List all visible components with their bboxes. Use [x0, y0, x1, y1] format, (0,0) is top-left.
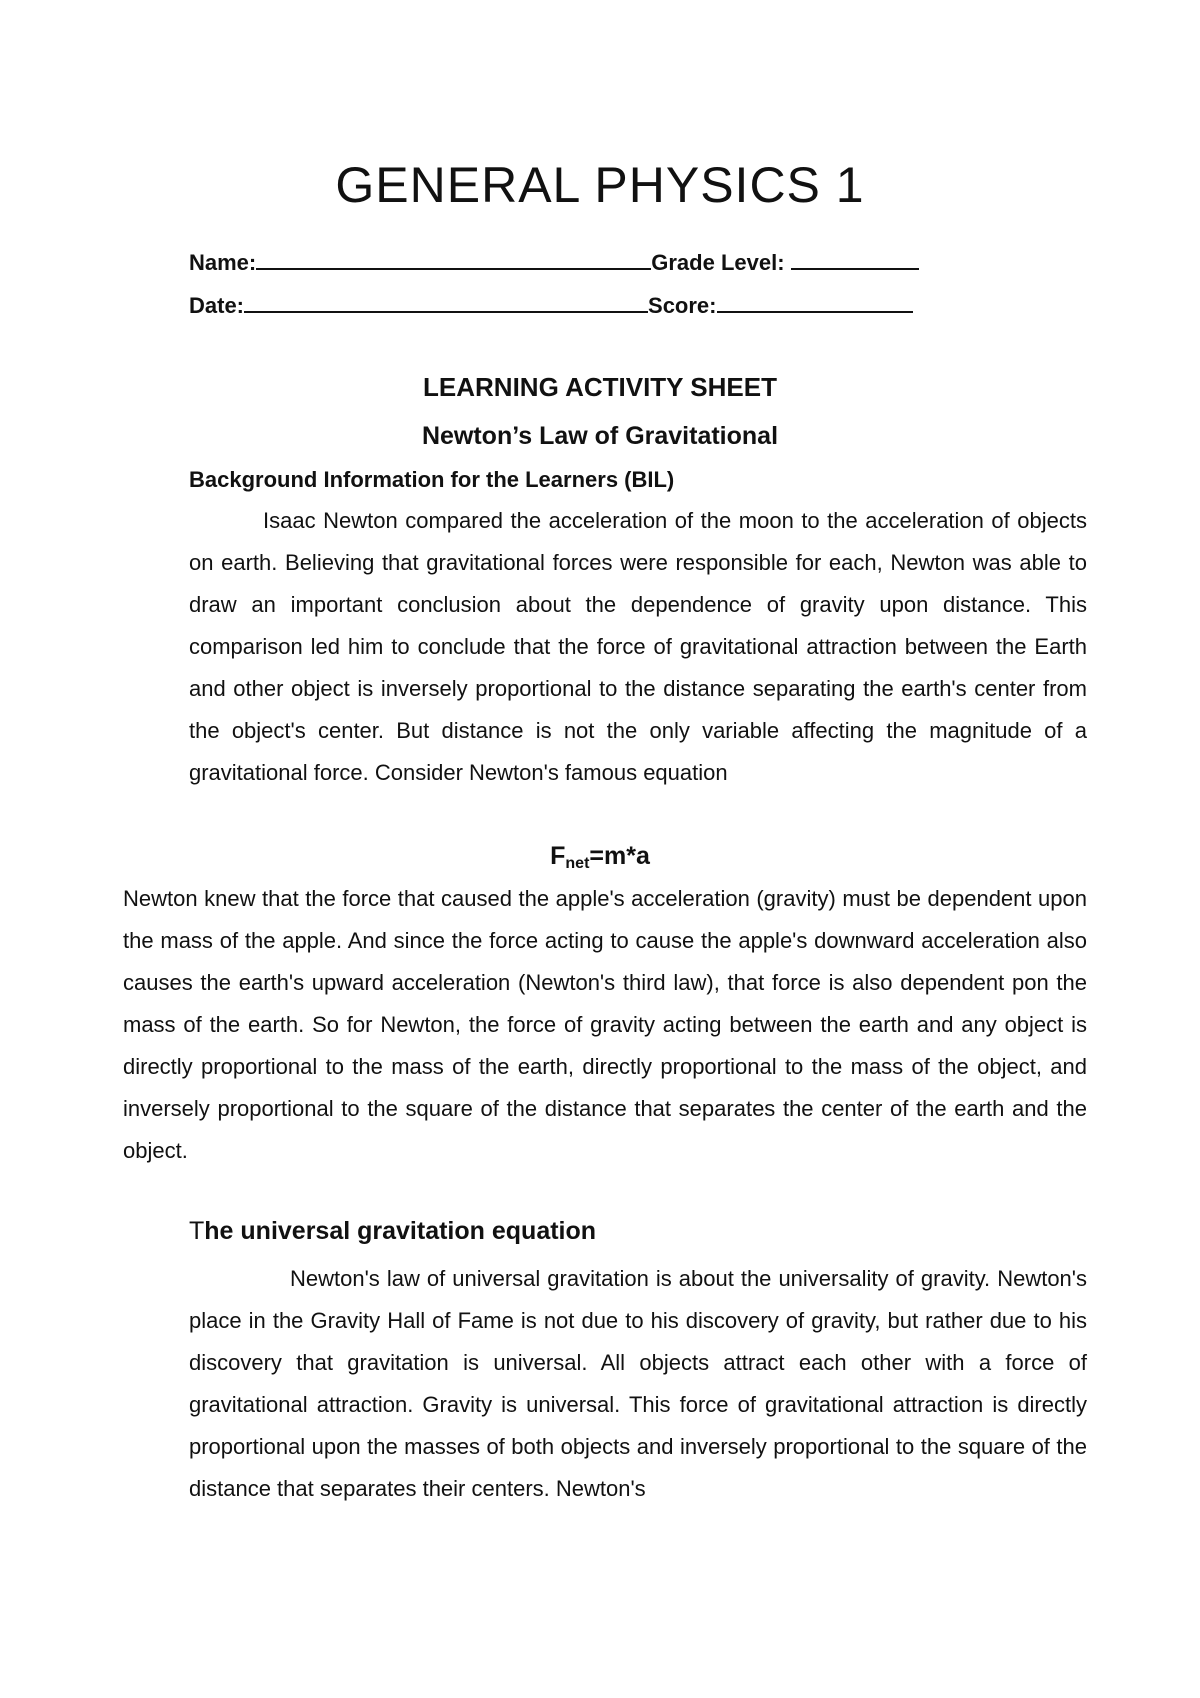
grade-level-blank[interactable]	[791, 246, 919, 270]
equation-rest: =m*a	[589, 842, 650, 870]
paragraph-universal: Newton's law of universal gravitation is about the universality of gravity. Newton's place in the Gravity Hall of Fame is not due to his discovery of gravity, but rather due to his discovery that gravitation is universal. All objects attract each other with a force of gravitational attraction. Gravity is universal. This force of gravitational attraction is directly proportional upon the masses of both objects and inversely proportional to the square of the distance that separates their centers. Newton's	[189, 1266, 1087, 1501]
bil-heading: Background Information for the Learners (BIL)	[189, 467, 675, 492]
universal-heading-rest: he universal gravitation equation	[204, 1217, 597, 1245]
equation-subscript: net	[565, 855, 590, 872]
topic-heading: Newton’s Law of Gravitational	[421, 422, 779, 450]
date-label: Date:	[189, 293, 245, 318]
score-blank[interactable]	[717, 289, 913, 313]
equation	[0, 838, 1200, 882]
grade-level-label: Grade Level:	[651, 250, 785, 275]
equation-base: F	[550, 842, 566, 870]
date-score-row	[189, 289, 913, 319]
score-label: Score:	[648, 293, 717, 318]
name-label: Name:	[189, 250, 257, 275]
paragraph-background: Isaac Newton compared the acceleration of the moon to the acceleration of objects on earth. Believing that gravitational forces were responsible for each, Newton was able to draw an important conclusion about the dependence of gravity upon distance. This comparison led him to conclude that the force of gravitational attraction between the Earth and other object is inversely proportional to the distance separating the earth's center from the object's center. But distance is not the only variable affecting the magnitude of a gravitational force. Consider Newton's famous equation	[189, 508, 1087, 785]
document-title: GENERAL PHYSICS 1	[335, 157, 865, 213]
date-blank[interactable]	[244, 289, 648, 313]
universal-gravitation-heading	[189, 1213, 596, 1249]
universal-heading-first-letter: T	[189, 1217, 205, 1245]
name-blank[interactable]	[256, 246, 651, 270]
sheet-heading: LEARNING ACTIVITY SHEET	[423, 372, 777, 402]
paragraph-apple: Newton knew that the force that caused the apple's acceleration (gravity) must be dependent upon the mass of the apple. And since the force acting to cause the apple's downward acceleration also causes the earth's upward acceleration (Newton's third law), that force is also dependent pon the mass of the earth. So for Newton, the force of gravity acting between the earth and any object is directly proportional to the mass of the earth, directly proportional to the mass of the object, and inversely proportional to the square of the distance that separates the center of the earth and the object.	[123, 886, 1087, 1163]
name-grade-row	[189, 246, 919, 276]
